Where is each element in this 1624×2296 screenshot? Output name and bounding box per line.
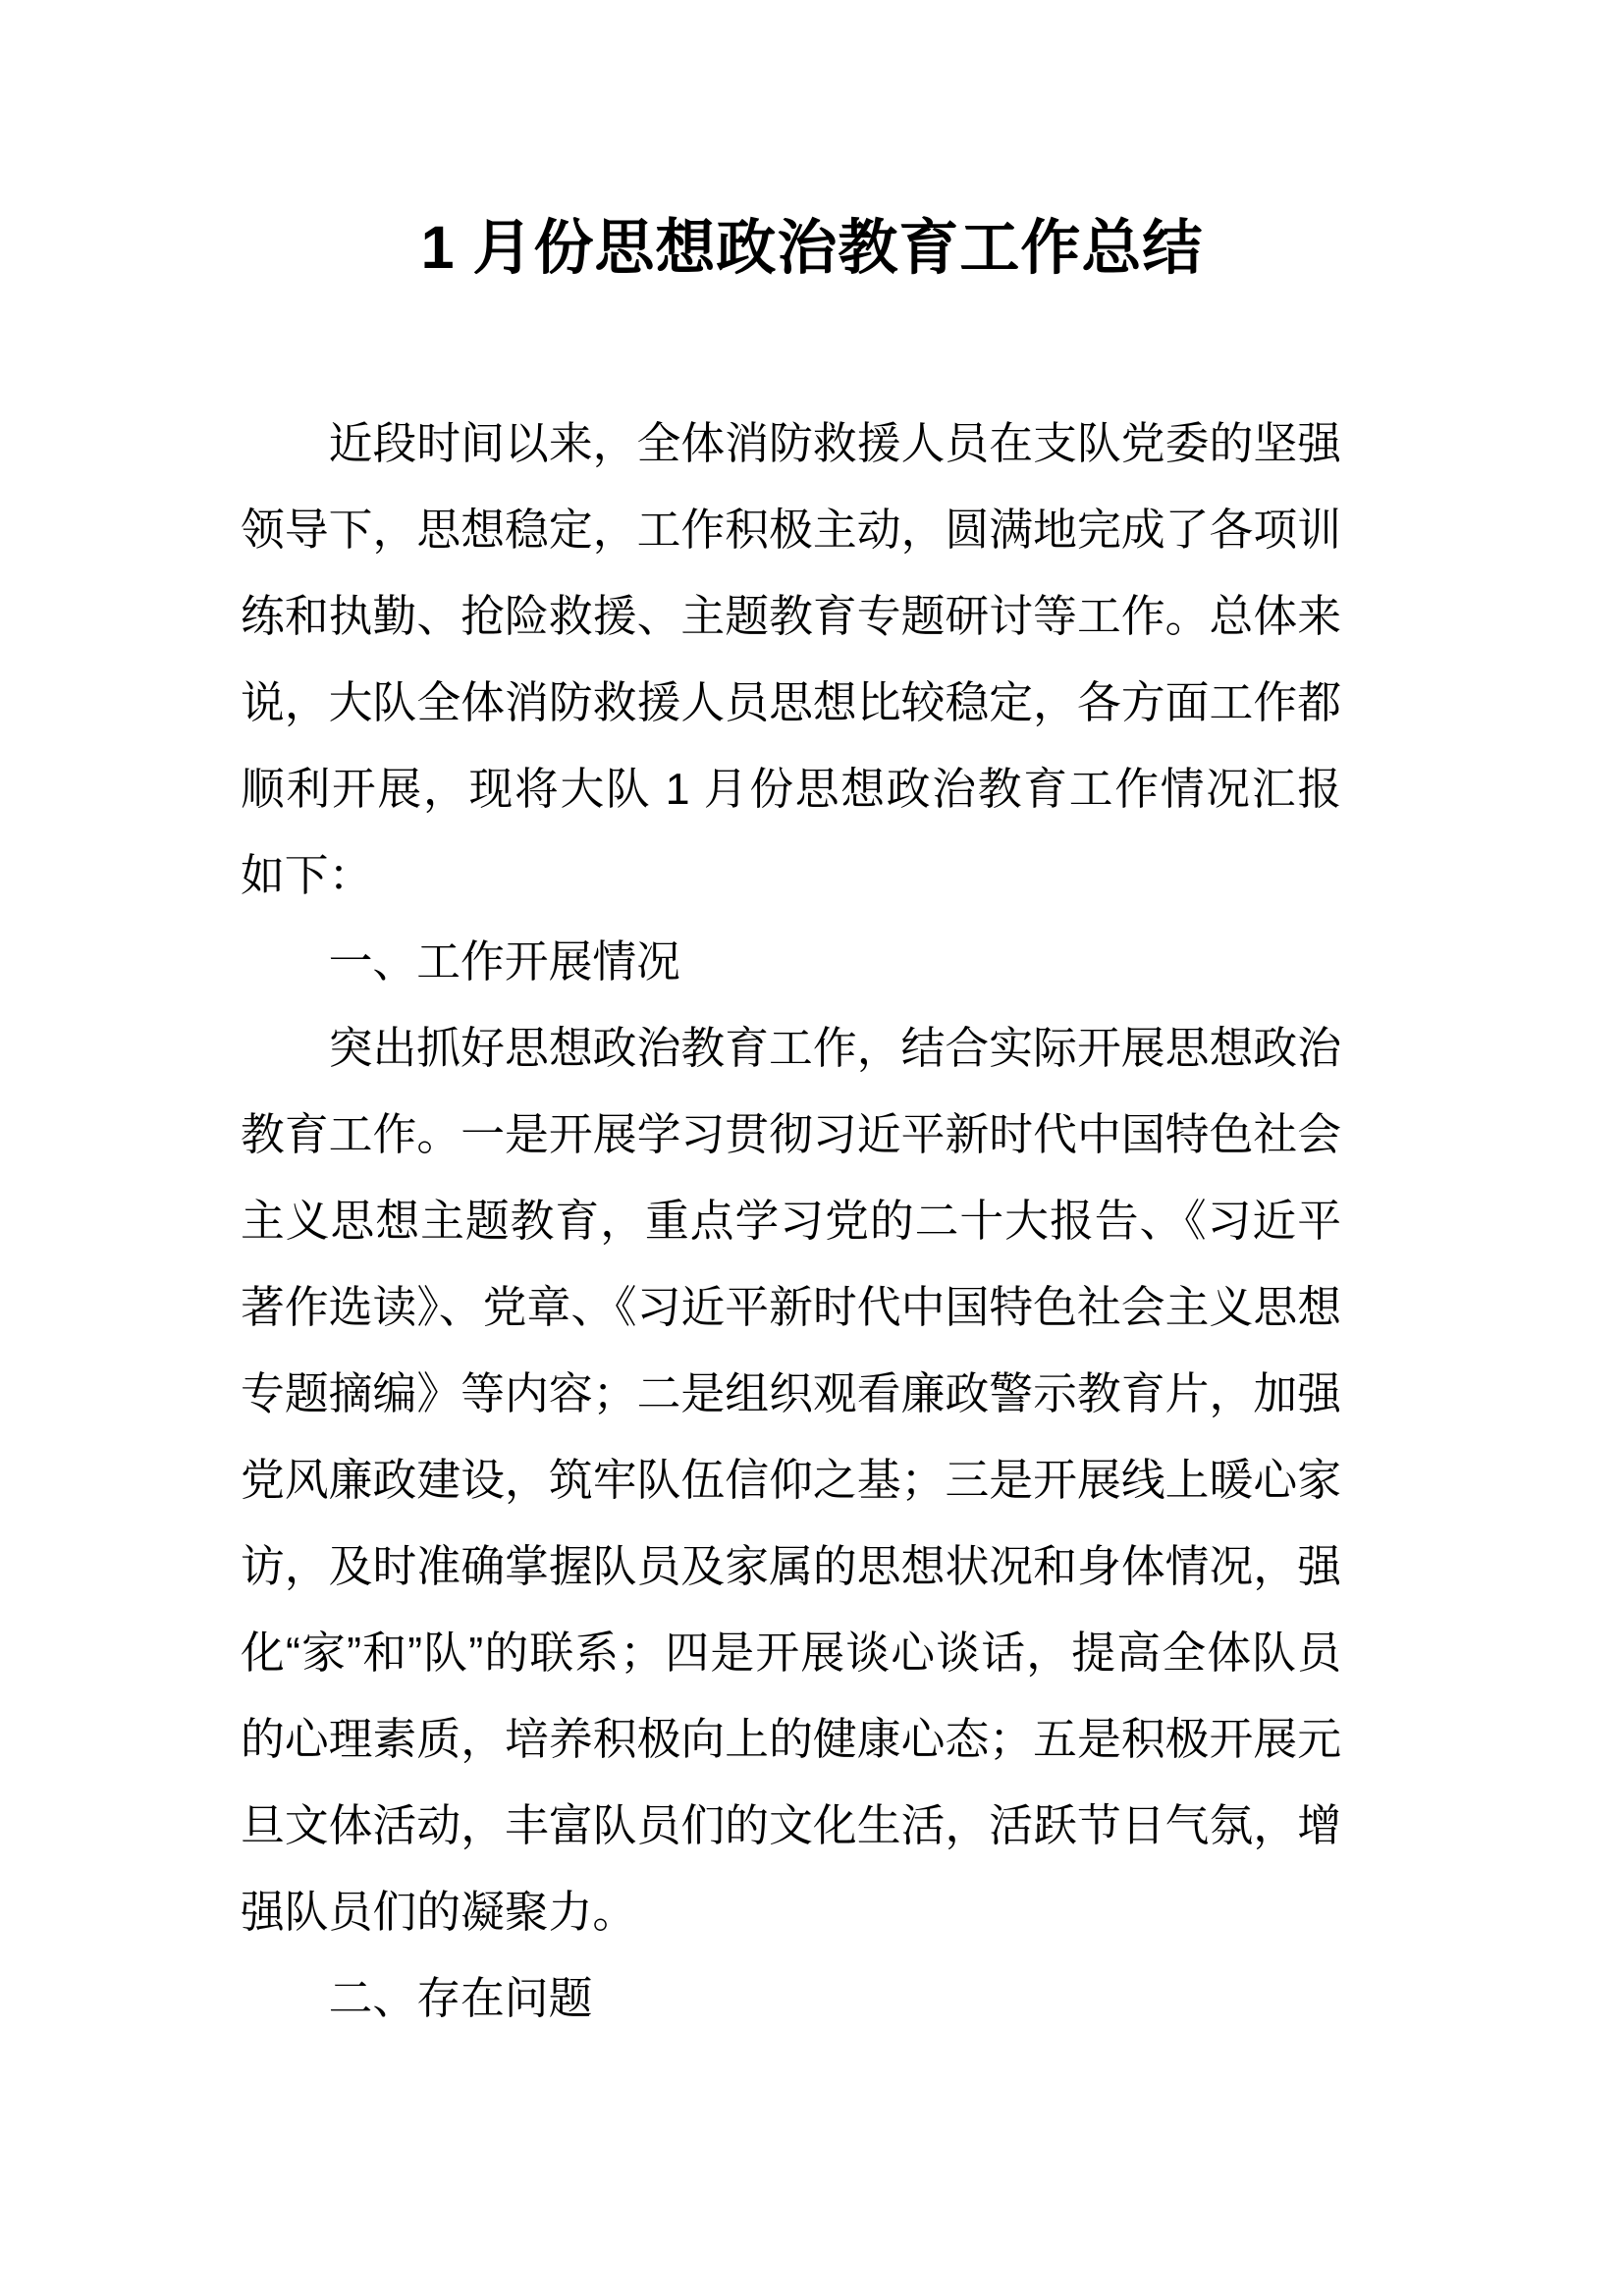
section-heading-1: 一、工作开展情况 xyxy=(328,937,680,987)
paragraph-intro: 近段时间以来，全体消防救援人员在支队党委的坚强领导下，思想稳定，工作积极主动，圆满地完成了各项训练和执勤、抢险救援、主题教育专题研讨等工作。总体来说，大队全体消防救援人员思想比较稳定，各方面工作都顺利开展，现将大队 1 月份思想政治教育工作情况汇报如下： xyxy=(241,419,1341,900)
document-body xyxy=(241,400,1341,2042)
document-title: 1 月份思想政治教育工作总结 xyxy=(420,214,1204,281)
section-heading-2: 二、存在问题 xyxy=(328,1974,593,2023)
paragraph-work-overview: 突出抓好思想政治教育工作，结合实际开展思想政治教育工作。一是开展学习贯彻习近平新时代中国特色社会主义思想主题教育，重点学习党的二十大报告、《习近平著作选读》、党章、《习近平新时代中国特色社会主义思想专题摘编》等内容；二是组织观看廉政警示教育片，加强党风廉政建设，筑牢队伍信仰之基；三是开展线上暖心家访，及时准确掌握队员及家属的思想状况和身体情况，强化“家”和”队”的联系；四是开展谈心谈话，提高全体队员的心理素质，培养积极向上的健康心态；五是积极开展元旦文体活动，丰富队员们的文化生活，活跃节日气氛，增强队员们的凝聚力。 xyxy=(241,1024,1341,1937)
